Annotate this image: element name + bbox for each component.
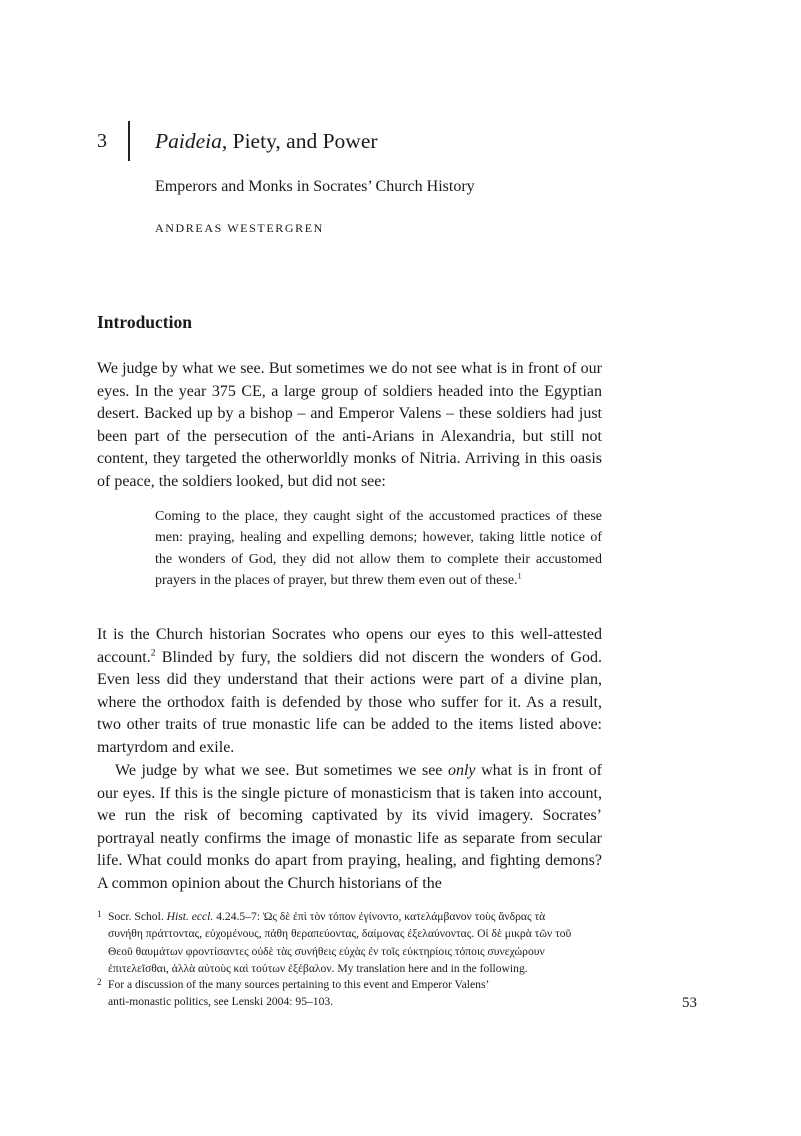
footnote-1-lead: Socr. Schol. [108,910,167,923]
footnote-1-line-1-rest: 4.24.5–7: Ὠς δὲ ἐπὶ τὸν τόπον ἐγίνοντο, κατελάμβανον τοὺς ἄνδρας τὰ [213,910,546,923]
footnote-1-line-4: ἐπιτελεῖσθαι, ἀλλὰ αὐτοὺς καὶ τούτων ἐξέβαλον. My translation here and in the following. [108,961,528,975]
footnote-1-number: 1 [97,909,102,919]
chapter-author: ANDREAS WESTERGREN [155,221,324,235]
footnote-1-line-2: συνήθη πράττοντας, εὐχομένους, πάθη θεραπεύοντας, δαίμονας ἐξελαύνοντας. Οἱ δὲ μικρὰ τῶν τοῦ [108,927,572,941]
footnote-ref-1[interactable]: 1 [517,571,522,581]
page-number: 53 [682,995,697,1011]
block-quote [155,506,602,592]
footnote-2-text [108,976,602,1011]
footnote-2-number: 2 [97,977,102,987]
footnote-2-line-2: anti-monastic politics, see Lenski 2004: 95–103. [108,995,334,1009]
body-paragraph-3-emphasis: only [447,762,476,779]
footnote-2-line-1: For a discussion of the many sources pertaining to this event and Emperor Valens’ [108,978,490,991]
chapter-title-rest: , Piety, and Power [221,129,378,153]
chapter-number: 3 [97,130,107,152]
chapter-title-italic: Paideia [155,129,222,153]
body-paragraph-2 [97,624,602,760]
chapter-divider-rule [128,121,130,161]
body-paragraph-2-start: It is the Church historian Socrates who opens our eyes to this well-attested account. [97,626,602,666]
body-paragraph-3-start: We judge by what we see. But sometimes we see [115,762,448,779]
body-paragraph-2-end: Blinded by fury, the soldiers did not discern the wonders of God. Even less did they understand that their actions were part of a divine plan, where the orthodox faith is defended by those who suffer for it. As a result, two other traits of true monastic life can be added to the items listed above: martyrdom and exile. [97,648,602,756]
chapter-subtitle: Emperors and Monks in Socrates’ Church History [155,178,475,195]
footnote-1 [97,908,602,977]
footnote-1-italic: Hist. eccl. [166,910,214,923]
footnote-1-line-1 [108,908,602,925]
chapter-title [155,129,378,154]
footnote-1-text [108,908,602,977]
footnote-2 [97,976,602,1011]
body-paragraph-1: We judge by what we see. But sometimes we do not see what is in front of our eyes. In the year 375 CE, a large group of soldiers headed into the Egyptian desert. Backed up by a bishop – and Emperor Valens – these soldiers had just been part of the persecution of the anti-Arians in Alexandria, but still not content, they targeted the otherworldly monks of Nitria. Arriving in this oasis of peace, the soldiers looked, but did not see: [97,360,602,490]
block-quote-text: Coming to the place, they caught sight of the accustomed practices of these men: praying, healing and expelling demons; however, taking little notice of the wonders of God, they did not allow them to complete their accustomed prayers in the places of prayer, but threw them even out of these. [155,509,602,589]
body-paragraph-3-end: what is in front of our eyes. If this is the single picture of monasticism that is taken into account, we run the risk of becoming captivated by its vivid imagery. Socrates’ portrayal neatly confirms the image of monastic life as separate from secular life. What could monks do apart from praying, healing, and fighting demons? A common opinion about the Church historians of the [97,762,602,892]
body-paragraph-3 [97,760,602,896]
footnote-1-line-3: Θεοῦ θαυμάτων φροντίσαντες οὐδὲ τὰς συνήθεις εὐχὰς ἐν τοῖς εὐκτηρίοις τόποις συνεχώρουν [108,944,545,958]
section-heading: Introduction [97,312,192,332]
footnote-ref-2[interactable]: 2 [150,647,156,659]
